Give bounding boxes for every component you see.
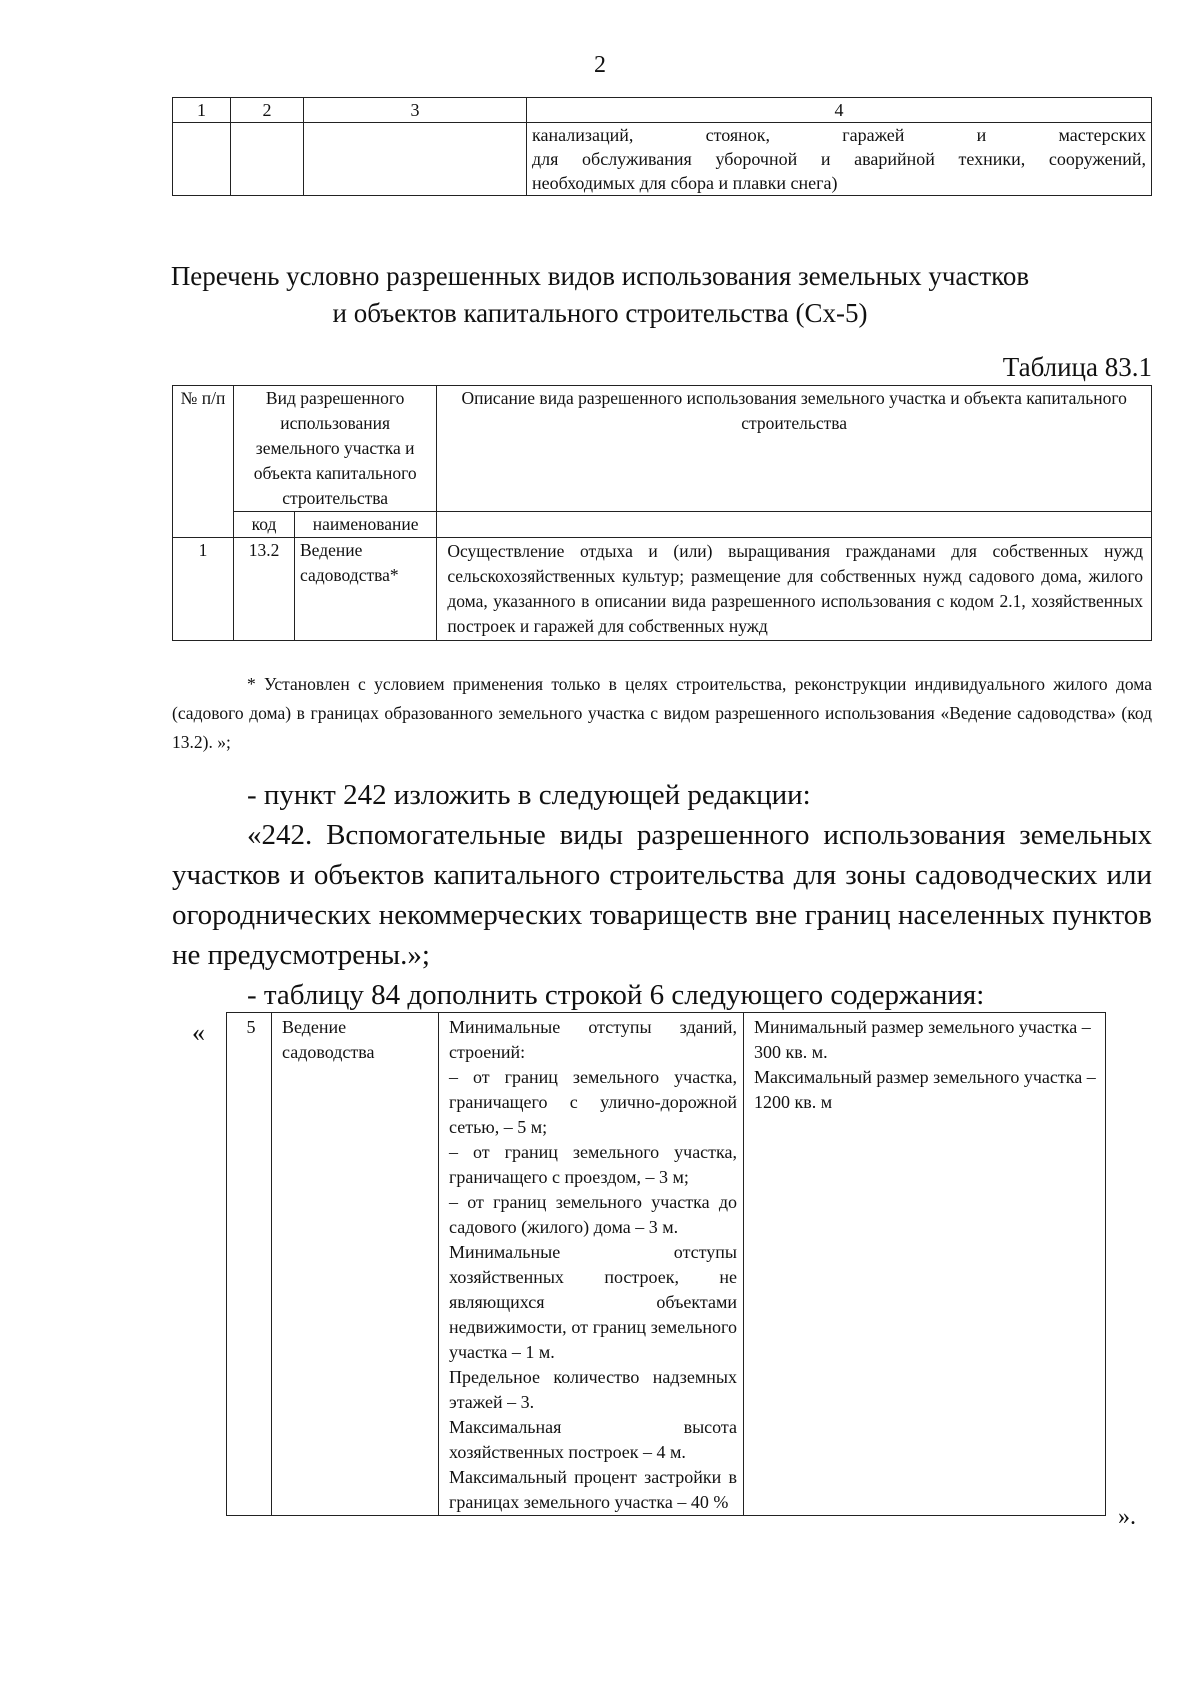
row-name: Ведение садоводства [272, 1013, 439, 1516]
row-description: Осуществление отдыха и (или) выращивания гражданами для собственных нужд сельскохозяйственных культур; размещение для собственных нужд садового дома, жилого дома, указанного в описании вида разрешенного использования с кодом 2.1, хозяйственных построек и гаражей для собственных нужд [437, 538, 1152, 641]
size-line: Минимальный размер земельного участка – 300 кв. м. [754, 1017, 1091, 1062]
paragraph: - таблицу 84 дополнить строкой 6 следующего содержания: [247, 979, 985, 1011]
text-line: канализаций, стоянок, гаражей и мастерских [532, 125, 1146, 145]
col-header-3: 3 [304, 98, 527, 123]
closing-quote: ». [1118, 1504, 1136, 1530]
continued-text-cell [527, 123, 1152, 196]
table-label: Таблица 83.1 [1002, 352, 1152, 382]
table-83-1 [172, 385, 1152, 641]
table-row [227, 1013, 1106, 1516]
table-subheader-row [173, 512, 1152, 538]
col-header-1: 1 [173, 98, 231, 123]
opening-quote: « [192, 1018, 205, 1047]
size-line: Максимальный размер земельного участка – 1200 кв. м [754, 1067, 1096, 1112]
section-title-line: Перечень условно разрешенных видов использования земельных участков [170, 261, 1030, 291]
table-row [173, 123, 1152, 196]
parameter-line: Минимальные отступы зданий, строений: [449, 1017, 737, 1062]
parameter-line: Предельное количество надземных этажей – 3. [449, 1367, 737, 1412]
table-header-row [173, 386, 1152, 512]
paragraph: - пункт 242 изложить в следующей редакции: [247, 779, 811, 811]
parameter-line: Максимальная высота хозяйственных построек – 4 м. [449, 1417, 737, 1462]
header-description: Описание вида разрешенного использования земельного участка и объекта капитального строительства [437, 386, 1152, 512]
paragraph: «242. Вспомогательные виды разрешенного использования земельных участков и объектов капитального строительства для зоны садоводческих или огороднических некоммерческих товариществ вне границ населенных пунктов не предусмотрены.»; [172, 819, 1152, 971]
parameter-line: – от границ земельного участка, граничащего с проездом, – 3 м; [449, 1142, 737, 1187]
header-code: код [234, 512, 295, 538]
parameter-line: – от границ земельного участка, граничащего с улично-дорожной сетью, – 5 м; [449, 1067, 737, 1137]
header-num: № п/п [173, 386, 234, 538]
parameter-line: Минимальные отступы хозяйственных построек, не являющихся объектами недвижимости, от границ земельного участка – 1 м. [449, 1242, 737, 1362]
table-row [173, 538, 1152, 641]
page-number: 2 [594, 52, 606, 78]
row-plot-sizes [744, 1013, 1106, 1516]
header-name: наименование [295, 512, 437, 538]
row-num: 1 [173, 538, 234, 641]
body-text [172, 775, 1152, 1015]
table-84-row [226, 1012, 1106, 1516]
section-title [0, 258, 1200, 332]
parameter-line: – от границ земельного участка до садового (жилого) дома – 3 м. [449, 1192, 737, 1237]
table-header-row [173, 98, 1152, 123]
row-name: Ведение садоводства* [295, 538, 437, 641]
footnote [172, 670, 1152, 757]
text-line: необходимых для сбора и плавки снега) [532, 173, 838, 193]
row-code: 13.2 [234, 538, 295, 641]
parameter-line: Максимальный процент застройки в границах земельного участка – 40 % [449, 1467, 737, 1512]
row-parameters [439, 1013, 744, 1516]
row-num: 5 [227, 1013, 272, 1516]
section-title-line: и объектов капитального строительства (Сх-5) [332, 298, 868, 328]
col-header-2: 2 [231, 98, 304, 123]
text-line: для обслуживания уборочной и аварийной техники, сооружений, [532, 149, 1146, 169]
footnote-text: * Установлен с условием применения только в целях строительства, реконструкции индивидуального жилого дома (садового дома) в границах образованного земельного участка с видом разрешенного использования «Ведение садоводства» (код 13.2). »; [172, 674, 1152, 752]
header-use-type: Вид разрешенного использования земельного участка и объекта капитального строительства [234, 386, 437, 512]
col-header-4: 4 [527, 98, 1152, 123]
continued-table [172, 97, 1152, 196]
